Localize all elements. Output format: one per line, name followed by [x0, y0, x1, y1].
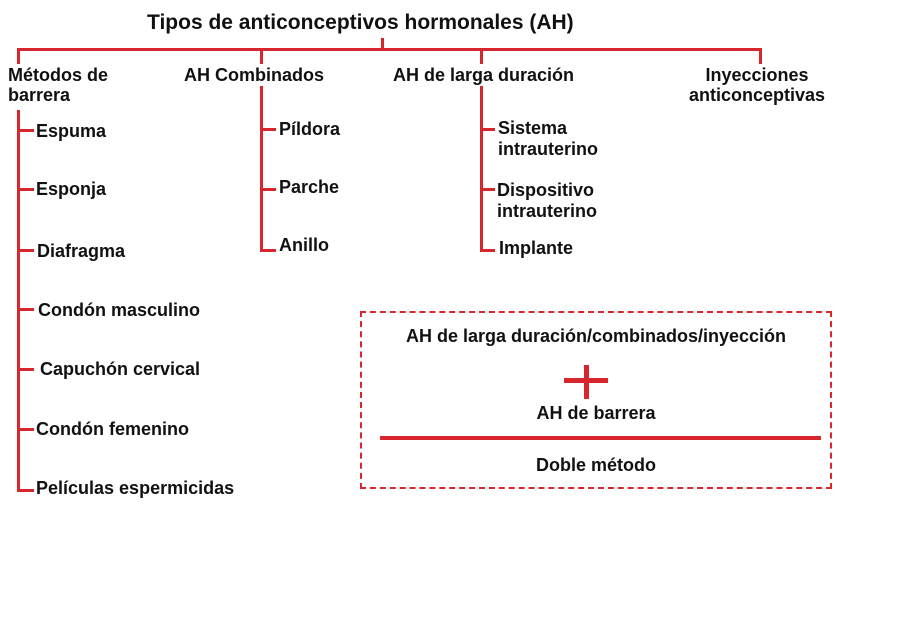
list-item: Condón femenino: [36, 419, 189, 439]
combinados-tick: [260, 128, 276, 131]
drop-barrera: [17, 48, 20, 64]
list-item: Diafragma: [37, 241, 126, 261]
drop-larga: [480, 48, 483, 64]
list-item: Condón masculino: [38, 300, 200, 320]
larga-tick: [480, 128, 495, 131]
list-item: Películas espermicidas: [36, 478, 235, 498]
larga-tick: [480, 249, 495, 252]
category-larga-duracion: AH de larga duración: [393, 65, 575, 85]
list-item: Esponja: [36, 179, 107, 199]
list-item: Implante: [499, 238, 574, 258]
category-combinados: AH Combinados: [184, 65, 325, 85]
plus-icon: [564, 365, 608, 399]
drop-inyecciones: [759, 48, 762, 64]
list-item: Espuma: [36, 121, 107, 141]
formula-top-label: AH de larga duración/combinados/inyección: [405, 326, 787, 346]
combinados-tick: [260, 188, 276, 191]
diagram-title: Tipos de anticonceptivos hormonales (AH): [147, 11, 574, 34]
barrera-tick: [17, 249, 34, 252]
barrera-tick: [17, 428, 34, 431]
barrera-tick: [17, 368, 34, 371]
barrera-tick: [17, 188, 34, 191]
list-item: Parche: [279, 177, 340, 197]
barrera-tick: [17, 308, 34, 311]
list-item: Anillo: [279, 235, 329, 255]
list-item: Sistema intrauterino: [498, 118, 599, 159]
drop-combinados: [260, 48, 263, 64]
list-item: Dispositivo intrauterino: [497, 180, 598, 221]
formula-result-label: Doble método: [536, 455, 656, 475]
list-item: Píldora: [279, 119, 341, 139]
formula-bottom-label: AH de barrera: [536, 403, 656, 423]
category-barrera: Métodos de barrera: [8, 65, 109, 105]
larga-tick: [480, 188, 495, 191]
barrera-tick: [17, 489, 34, 492]
top-horizontal-line: [17, 48, 762, 51]
barrera-vertical: [17, 110, 20, 492]
barrera-tick: [17, 129, 34, 132]
list-item: Capuchón cervical: [40, 359, 201, 379]
formula-divider: [380, 436, 821, 440]
combinados-tick: [260, 249, 276, 252]
larga-vertical: [480, 86, 483, 252]
category-inyecciones: Inyecciones anticonceptivas: [688, 65, 826, 105]
combinados-vertical: [260, 86, 263, 252]
